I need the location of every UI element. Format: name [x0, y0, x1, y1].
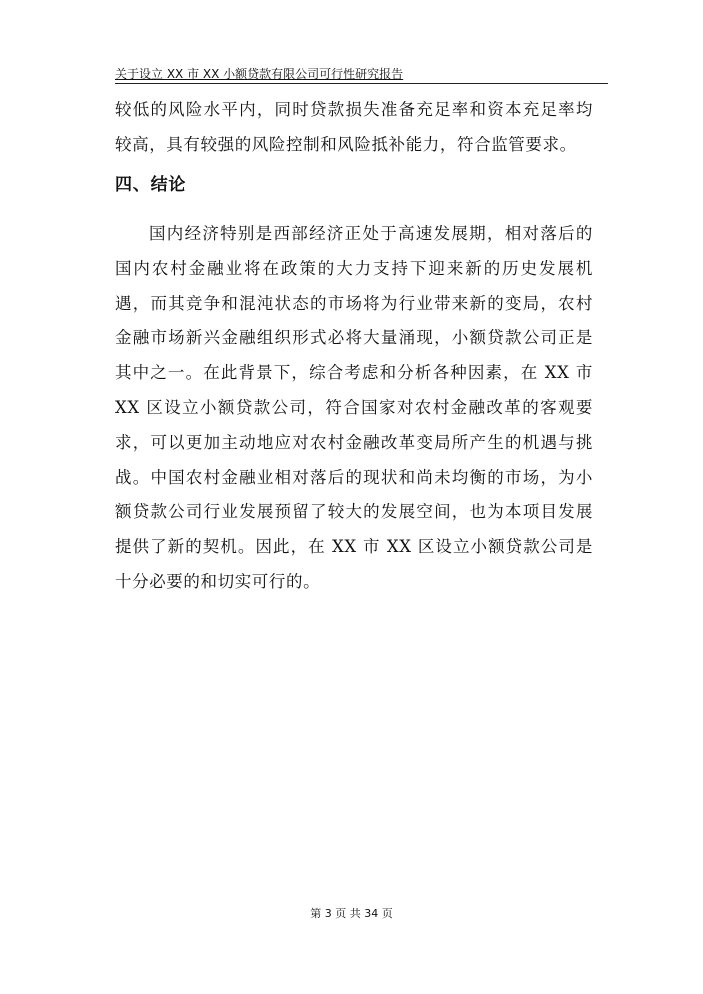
header-divider: [115, 83, 608, 84]
carryover-paragraph: 较低的风险水平内，同时贷款损失准备充足率和资本充足率均较高，具有较强的风险控制和风险抵补能力，符合监管要求。: [115, 100, 593, 154]
running-header-title: 关于设立 XX 市 XX 小额贷款有限公司可行性研究报告: [115, 67, 404, 81]
section-heading-conclusion: 四、结论: [115, 175, 187, 195]
conclusion-paragraph: 国内经济特别是西部经济正处于高速发展期，相对落后的国内农村金融业将在政策的大力支持下迎来新的历史发展机遇，而其竞争和混沌状态的市场将为行业带来新的变局，农村金融市场新兴金融组织形式必将大量涌现，小额贷款公司正是其中之一。在此背景下，综合考虑和分析各种因素，在 XX 市 XX 区设立小额贷款公司，符合国家对农村金融改革的客观要求，可以更加主动地应对农村金融改革变局所产生的机遇与挑战。中国农村金融业相对落后的现状和尚未均衡的市场，为小额贷款公司行业发展预留了较大的发展空间，也为本项目发展提供了新的契机。因此，在 XX 市 XX 区设立小额贷款公司是十分必要的和切实可行的。: [115, 224, 593, 591]
page-number-footer: 第 3 页 共 34 页: [310, 907, 393, 920]
